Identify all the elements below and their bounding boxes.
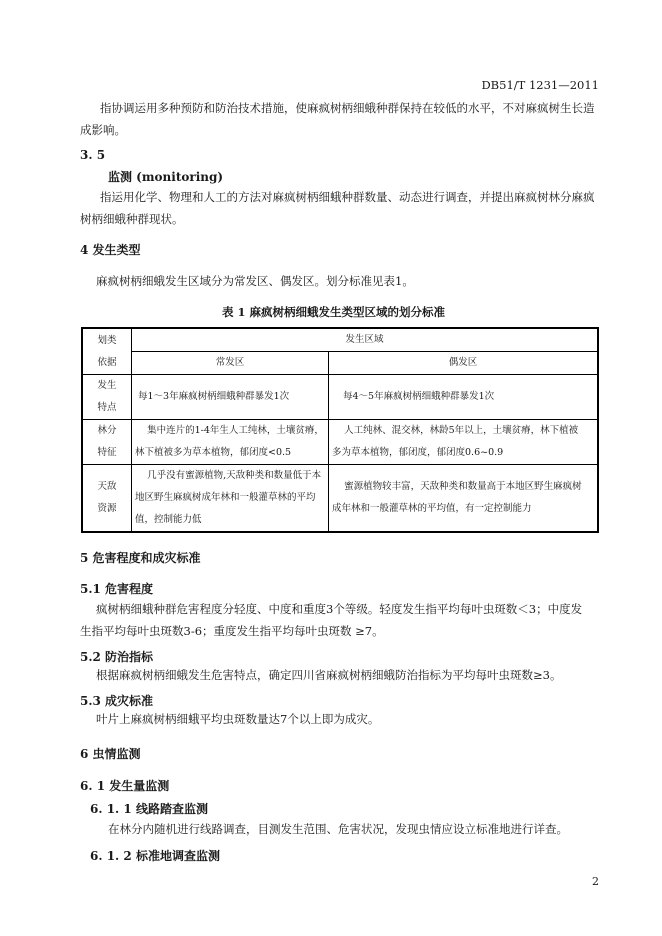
intro-line-1: 指协调运用多种预防和防治技术措施，使麻疯树柄细蛾种群保持在较低的水平，不对麻疯树生长造 xyxy=(100,101,595,115)
table-cell: 几乎没有蜜源植物,天敌种类和数量低于本 地区野生麻疯树成年林和一般灌草林的平均 值，控制能力低 xyxy=(132,465,329,533)
section-3-5-line-2: 树柄细蛾种群现状。 xyxy=(80,212,184,226)
table-cell: 集中连片的1-4年生人工纯林，土壤贫瘠， 林下植被多为草本植物，郁闭度<0.5 xyxy=(132,420,329,465)
section-5-1-title: 5.1 危害程度 xyxy=(80,582,154,596)
section-3-5-line-1: 指运用化学、物理和人工的方法对麻疯树柄细蛾种群数量、动态进行调查，并提出麻疯树林分麻疯 xyxy=(100,190,595,204)
section-5-heading: 5 危害程度和成灾标准 xyxy=(80,551,201,565)
table-corner-cell: 划类 依据 xyxy=(82,328,132,375)
section-6-heading: 6 虫情监测 xyxy=(80,747,141,761)
column-frequent-area: 常发区 xyxy=(132,352,329,375)
table-caption: 表 1 麻疯树柄细蛾发生类型区域的划分标准 xyxy=(222,305,446,319)
table-cell: 人工纯林、混交林，林龄5年以上，土壤贫瘠，林下植被 多为草本植物，郁闭度，郁闭度0.6~0.9 xyxy=(329,420,599,465)
section-6-1-1-title: 6. 1. 1 线路踏查监测 xyxy=(90,802,208,816)
section-3-5-number: 3. 5 xyxy=(80,148,106,162)
section-6-1-2-title: 6. 1. 2 标准地调查监测 xyxy=(90,849,220,863)
column-occasional-area: 偶发区 xyxy=(329,352,599,375)
intro-line-2: 成影响。 xyxy=(80,123,126,137)
table-cell: 蜜源植物较丰富，天敌种类和数量高于本地区野生麻疯树 成年林和一般灌草林的平均值，有一定控制能力 xyxy=(329,465,599,533)
standard-number: DB51/T 1231—2011 xyxy=(481,78,599,92)
section-5-3-title: 5.3 成灾标准 xyxy=(80,694,154,708)
section-5-2-text: 根据麻疯树柄细蛾发生危害特点，确定四川省麻疯树柄细蛾防治指标为平均每叶虫斑数≥3。 xyxy=(96,668,562,682)
table-subheader-row xyxy=(82,352,598,375)
page-number: 2 xyxy=(592,875,599,888)
table-row xyxy=(82,420,598,465)
section-6-1-title: 6. 1 发生量监测 xyxy=(80,779,170,793)
table-header-row xyxy=(82,328,598,352)
section-4-heading: 4 发生类型 xyxy=(80,243,141,257)
section-6-1-1-text: 在林分内随机进行线路调查，目测发生范围、危害状况，发现虫情应设立标准地进行详查。 xyxy=(108,822,568,836)
region-header: 发生区域 xyxy=(132,328,599,352)
row-label: 林分 特征 xyxy=(82,420,132,465)
section-5-2-title: 5.2 防治指标 xyxy=(80,650,154,664)
section-5-3-text: 叶片上麻疯树柄细蛾平均虫斑数量达7个以上即为成灾。 xyxy=(96,712,380,726)
row-label: 发生 特点 xyxy=(82,375,132,420)
table-row xyxy=(82,375,598,420)
table-cell: 每4～5年麻疯树柄细蛾种群暴发1次 xyxy=(329,375,599,420)
table-cell: 每1～3年麻疯树柄细蛾种群暴发1次 xyxy=(132,375,329,420)
section-4-text: 麻疯树柄细蛾发生区域分为常发区、偶发区。划分标准见表1。 xyxy=(96,274,414,288)
row-label: 天敌 资源 xyxy=(82,465,132,533)
section-5-1-line-2: 生指平均每叶虫斑数3-6；重度发生指平均每叶虫斑数 ≥7。 xyxy=(80,624,384,638)
table-row xyxy=(82,465,598,533)
classification-table xyxy=(81,327,599,533)
section-3-5-title: 监测 (monitoring) xyxy=(108,170,224,184)
section-5-1-line-1: 疯树柄细蛾种群危害程度分轻度、中度和重度3个等级。轻度发生指平均每叶虫斑数＜3；中度发 xyxy=(96,602,583,616)
